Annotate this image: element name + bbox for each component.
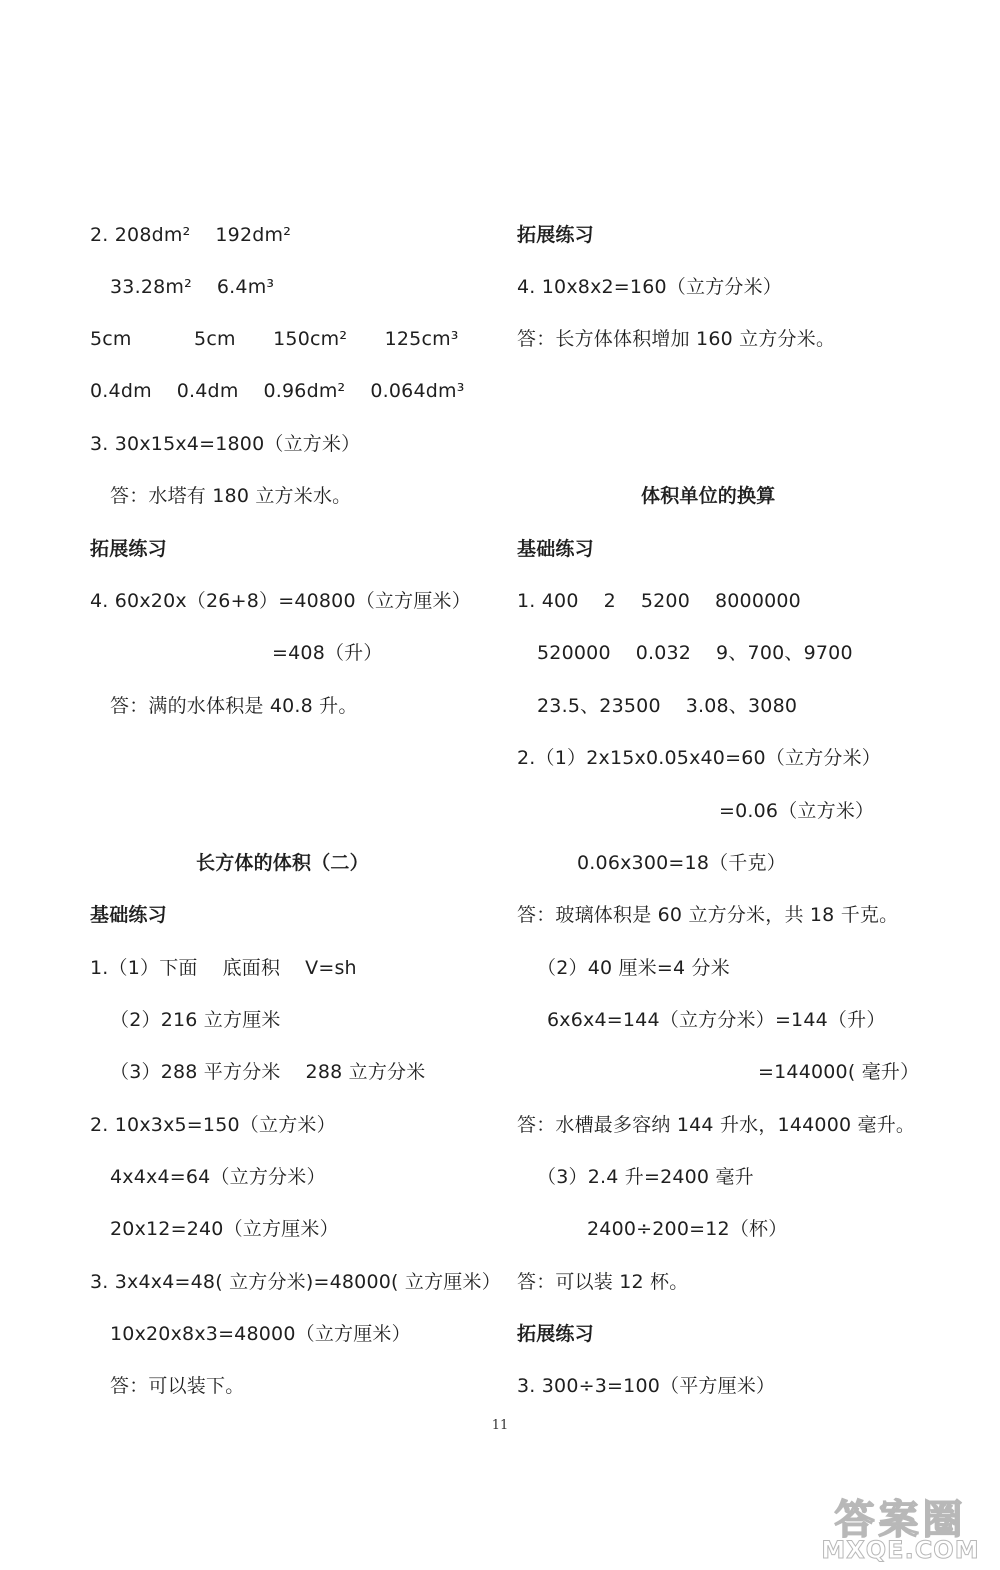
answer-line: 答：水塔有 180 立方米水。	[110, 485, 352, 507]
answer-line: 答：水槽最多容纳 144 升水，144000 毫升。	[517, 1114, 916, 1136]
answer-line: 0.06x300=18（千克）	[577, 852, 786, 874]
watermark-url: MXQE.COM	[821, 1536, 980, 1564]
chapter-title: 长方体的体积（二）	[196, 852, 369, 874]
answer-line: 20x12=240（立方厘米）	[110, 1218, 339, 1240]
answer-line: 答：长方体体积增加 160 立方分米。	[517, 328, 836, 350]
answer-line: （2）216 立方厘米	[110, 1009, 281, 1031]
answer-line: 3. 30x15x4=1800（立方米）	[90, 433, 361, 455]
answer-line: 6x6x4=144（立方分米）=144（升）	[547, 1009, 886, 1031]
answer-line: 520000 0.032 9、700、9700	[537, 642, 853, 664]
watermark-logo	[808, 1488, 993, 1566]
answer-line: 1.（1）下面 底面积 V=sh	[90, 957, 357, 979]
answer-line: 3. 3x4x4=48( 立方分米)=48000( 立方厘米）	[90, 1271, 501, 1293]
answer-line: 2400÷200=12（杯）	[587, 1218, 788, 1240]
answer-line: 3. 300÷3=100（平方厘米）	[517, 1375, 776, 1397]
section-heading: 拓展练习	[517, 1323, 594, 1345]
section-heading: 拓展练习	[517, 224, 594, 246]
answer-line: 答：满的水体积是 40.8 升。	[110, 695, 358, 717]
answer-line: 答：可以装 12 杯。	[517, 1271, 689, 1293]
answer-line: 0.4dm 0.4dm 0.96dm² 0.064dm³	[90, 380, 465, 402]
page-number: 11	[491, 1418, 509, 1433]
answer-line: （2）40 厘米=4 分米	[537, 957, 730, 979]
answer-line: =144000( 毫升）	[758, 1061, 920, 1083]
watermark-text: 答案圈	[834, 1497, 967, 1543]
answer-line: =0.06（立方米）	[719, 800, 875, 822]
answer-line: 4. 60x20x（26+8）=40800（立方厘米）	[90, 590, 471, 612]
answer-line: 23.5、23500 3.08、3080	[537, 695, 798, 717]
section-heading: 基础练习	[517, 538, 594, 560]
answer-line: 2.（1）2x15x0.05x40=60（立方分米）	[517, 747, 881, 769]
answer-line: 2. 208dm² 192dm²	[90, 224, 292, 246]
answer-line: （3）288 平方分米 288 立方分米	[110, 1061, 426, 1083]
chapter-title: 体积单位的换算	[641, 485, 776, 507]
answer-line: 10x20x8x3=48000（立方厘米）	[110, 1323, 411, 1345]
answer-line: （3）2.4 升=2400 毫升	[537, 1166, 754, 1188]
answer-line: 5cm 5cm 150cm² 125cm³	[90, 328, 459, 350]
answer-line: 1. 400 2 5200 8000000	[517, 590, 801, 612]
answer-line: 4. 10x8x2=160（立方分米）	[517, 276, 782, 298]
section-heading: 拓展练习	[90, 538, 167, 560]
section-heading: 基础练习	[90, 904, 167, 926]
answer-line: 2. 10x3x5=150（立方米）	[90, 1114, 336, 1136]
answer-line: 4x4x4=64（立方分米）	[110, 1166, 326, 1188]
answer-line: 33.28m² 6.4m³	[110, 276, 275, 298]
answer-line: =408（升）	[272, 642, 383, 664]
answer-line: 答：玻璃体积是 60 立方分米，共 18 千克。	[517, 904, 899, 926]
answer-line: 答：可以装下。	[110, 1375, 245, 1397]
